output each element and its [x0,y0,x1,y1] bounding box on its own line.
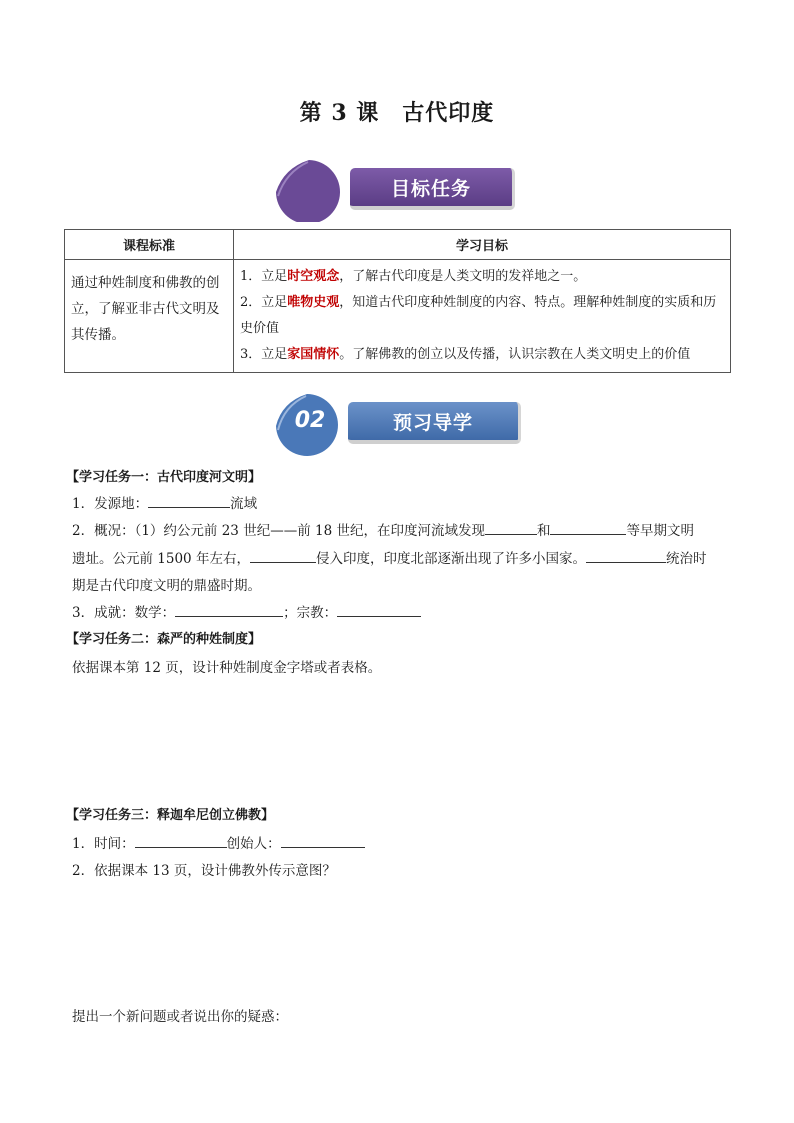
table-header-row [65,230,731,260]
goal-3-suffix: 。了解佛教的创立以及传播，认识宗教在人类文明史上的价值 [339,347,691,362]
task1-heading: 【学习任务一：古代印度河文明】 [66,470,262,485]
task1-overview-text: 2．概况：（1）约公元前 23 世纪——前 18 世纪，在印度河流域发现 [72,523,485,539]
goal-2-prefix: 2．立足 [240,295,288,310]
goal-2-highlight: 唯物史观 [287,295,340,310]
goal-item-1 [240,264,724,290]
section-banner-preview [272,392,524,456]
goal-1-prefix: 1．立足 [240,269,288,284]
task3-heading: 【学习任务三：释迦牟尼创立佛教】 [66,808,275,823]
task1-religion-label: ；宗教： [283,605,338,621]
task1-rule-text: 统治时 [665,551,707,567]
goal-1-highlight: 时空观念 [287,269,340,284]
goals-table [64,229,731,373]
task3-line2: 2．依据课本 13 页，设计佛教外传示意图？ [72,863,336,879]
goal-2-suffix: ，知道古代印度种姓制度的内容、特点。理解种姓制度的实质和历史价值 [240,295,717,336]
goal-item-3 [240,342,724,368]
answer-blank[interactable] [135,833,227,848]
task1-origin-label: 1．发源地： [72,496,149,512]
task1-line3 [72,547,706,567]
preview-banner-label: 预习导学 [348,402,521,444]
goal-1-suffix: ，了解古代印度是人类文明的发祥地之一。 [339,269,587,284]
task1-invasion-suffix: 侵入印度，印度北部逐渐出现了许多小国家。 [315,551,586,567]
task1-origin-suffix: 流域 [230,496,258,512]
task3-founder-label: 创始人： [226,836,281,852]
answer-blank[interactable] [586,548,666,563]
task1-line5 [72,601,421,621]
header-standard: 课程标准 [65,230,234,260]
page-title: 第 3 课 古代印度 [299,100,495,126]
answer-blank[interactable] [250,548,316,563]
goal-item-2 [240,290,724,342]
banner-number: 02 [294,408,326,433]
task2-line1: 依据课本第 12 页，设计种姓制度金字塔或者表格。 [72,660,382,676]
goals-banner-label: 目标任务 [350,168,515,210]
task3-line1 [72,832,365,852]
answer-blank[interactable] [485,520,537,535]
goal-3-highlight: 家国情怀 [287,347,340,362]
answer-blank[interactable] [148,493,230,508]
task2-heading: 【学习任务二：森严的种姓制度】 [66,632,262,647]
header-goals: 学习目标 [234,230,731,260]
answer-blank[interactable] [337,602,421,617]
task1-line2 [72,519,694,539]
table-row [65,260,731,373]
purple-circle-tab-icon [274,158,344,222]
question-prompt: 提出一个新问题或者说出你的疑惑： [72,1009,288,1025]
task1-line4: 期是古代印度文明的鼎盛时期。 [72,578,261,594]
answer-blank[interactable] [281,833,365,848]
task1-math-label: 3．成就：数学： [72,605,176,621]
task1-and: 和 [536,523,551,539]
task3-time-label: 1．时间： [72,836,135,852]
task1-invasion-prefix: 遗址。公元前 1500 年左右， [72,551,250,567]
answer-blank[interactable] [175,602,283,617]
goal-3-prefix: 3．立足 [240,347,288,362]
standard-cell: 通过种姓制度和佛教的创立，了解亚非古代文明及其传播。 [65,260,234,373]
answer-blank[interactable] [550,520,626,535]
task1-civilization-suffix: 等早期文明 [626,523,694,539]
goals-cell [234,260,731,373]
section-banner-goals [274,158,524,222]
task1-line1 [72,492,257,512]
